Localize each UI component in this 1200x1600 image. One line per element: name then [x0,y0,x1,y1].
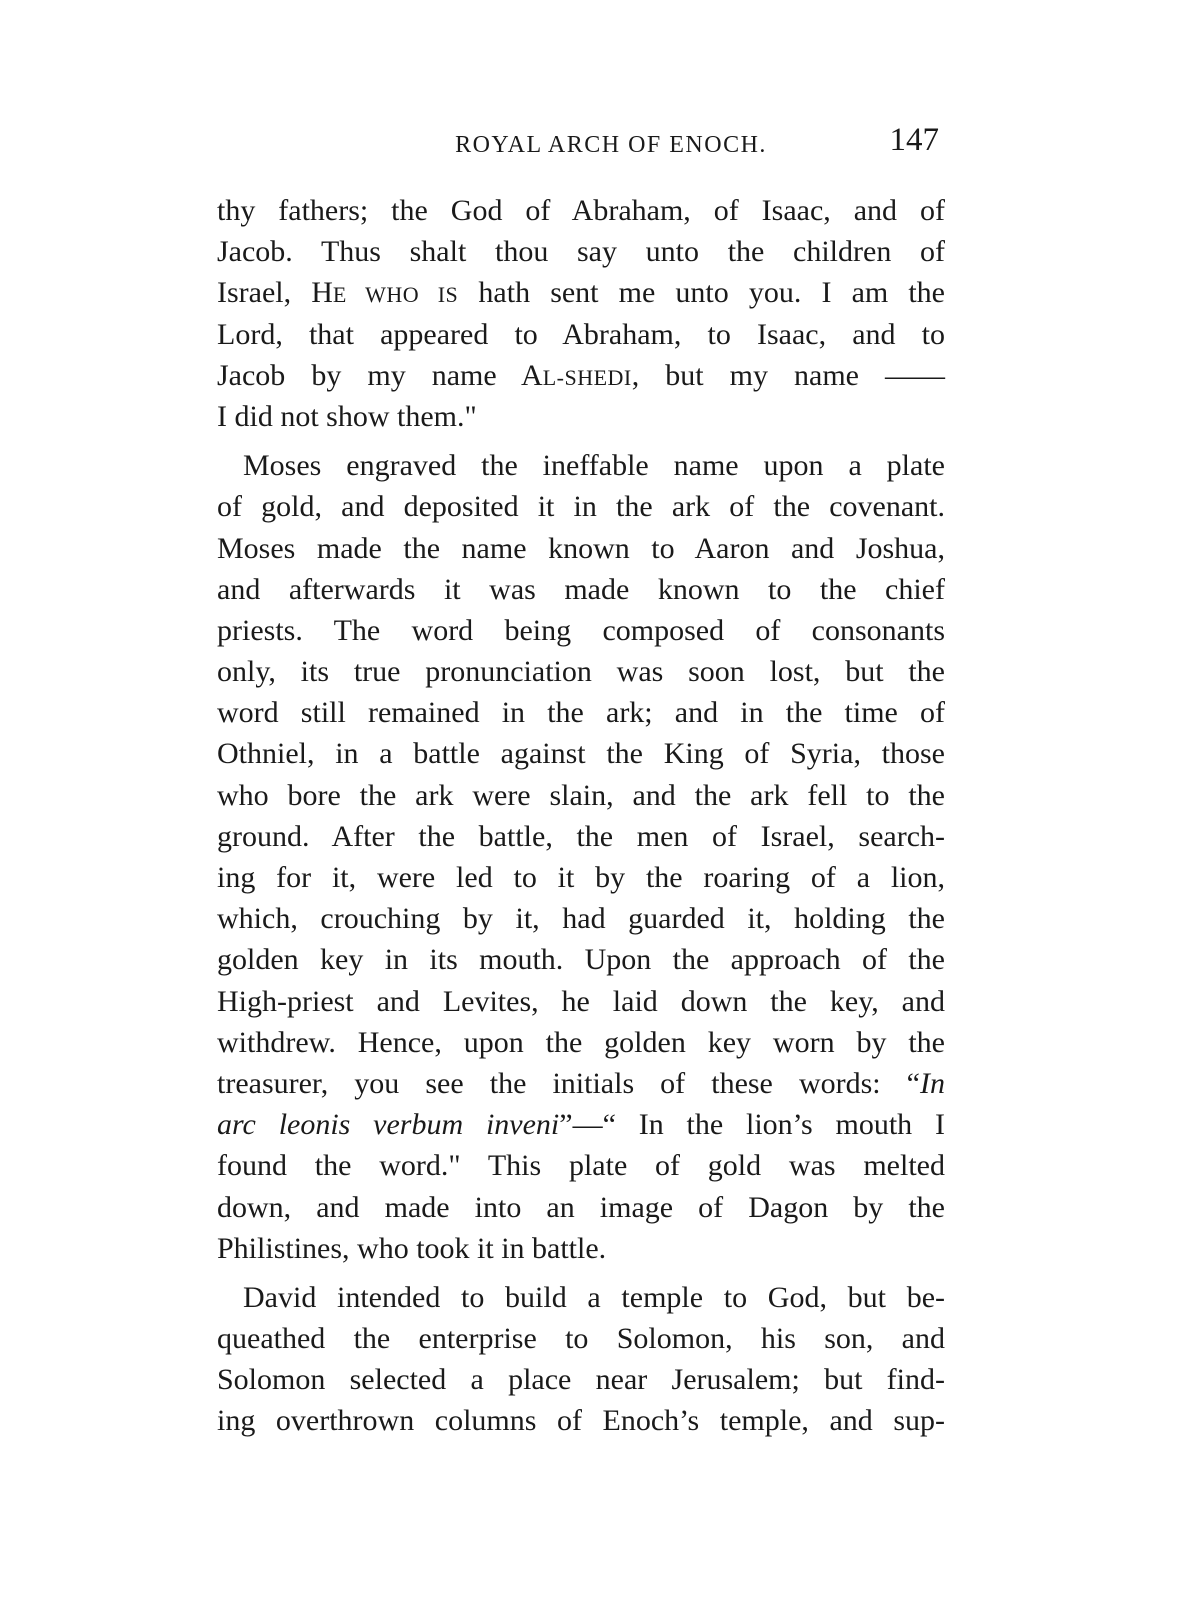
text-line: Othniel, in a battle against the King of Syria, those [217,737,945,771]
text-line: David intended to build a temple to God, but be- [243,1280,945,1314]
text-span: hath sent me unto you. I am the [458,276,945,310]
text-line: Moses made the name known to Aaron and Joshua, [217,531,945,565]
text-line: I did not show them." [217,399,477,433]
text-line: Lord, that appeared to Abraham, to Isaac, and to [217,317,945,351]
text-line: High-priest and Levites, he laid down the key, and [217,984,945,1018]
text-span: Israel, [217,276,312,310]
text-line: and afterwards it was made known to the chief [217,572,945,606]
text-line [217,355,945,396]
text-line: which, crouching by it, had guarded it, holding the [217,902,945,936]
text-line: golden key in its mouth. Upon the approach of the [217,943,945,977]
paragraph [217,445,945,1269]
text-span: , but my name —— [631,358,945,392]
text-line: ing overthrown columns of Enoch’s temple, and sup- [217,1404,945,1438]
text-line: ground. After the battle, the men of Israel, search- [217,819,945,853]
small-caps-text: L-SHEDI [542,364,632,390]
text-line: queathed the enterprise to Solomon, his son, and [217,1322,945,1356]
text-line: of gold, and deposited it in the ark of the covenant. [217,490,945,524]
text-line: withdrew. Hence, upon the golden key worn by the [217,1025,945,1059]
text-span: ”—“ In the lion’s mouth I [559,1108,945,1142]
text-line: only, its true pronunciation was soon lost, but the [217,655,945,689]
page-number: 147 [889,122,939,158]
paragraph [217,1277,945,1442]
text-line: ing for it, were led to it by the roaring of a lion, [217,861,945,894]
text-line: word still remained in the ark; and in the time of [217,696,945,730]
italic-text: arc leonis verbum inveni [217,1108,560,1142]
small-caps-initial: H [311,276,333,310]
text-line: priests. The word being composed of consonants [217,613,945,647]
text-line [217,1063,945,1104]
text-line: Philistines, who took it in battle. [217,1231,607,1265]
text-line: who bore the ark were slain, and the ark fell to the [217,778,945,812]
italic-text: In [920,1066,945,1100]
text-span: treasurer, you see the initials of these words: “ [217,1066,920,1100]
text-line: thy fathers; the God of Abraham, of Isaac, and of [217,194,945,227]
text-line [217,1104,945,1145]
running-head [217,122,945,164]
paragraph-gap [217,1269,945,1277]
small-caps-initial: A [521,358,543,392]
paragraph [217,190,945,437]
paragraph-gap [217,437,945,445]
small-caps-text: E WHO IS [332,282,459,308]
text-line: Jacob. Thus shalt thou say unto the children of [217,235,945,269]
text-span: Jacob by my name [217,358,522,392]
body-text [217,190,945,1442]
text-line: found the word." This plate of gold was melted [217,1149,945,1183]
text-line [217,272,945,313]
running-title: ROYAL ARCH OF ENOCH. [455,132,767,158]
text-line: Solomon selected a place near Jerusalem; but find- [217,1363,945,1397]
text-line: Moses engraved the ineffable name upon a plate [243,449,945,483]
text-line: down, and made into an image of Dagon by the [217,1190,945,1224]
